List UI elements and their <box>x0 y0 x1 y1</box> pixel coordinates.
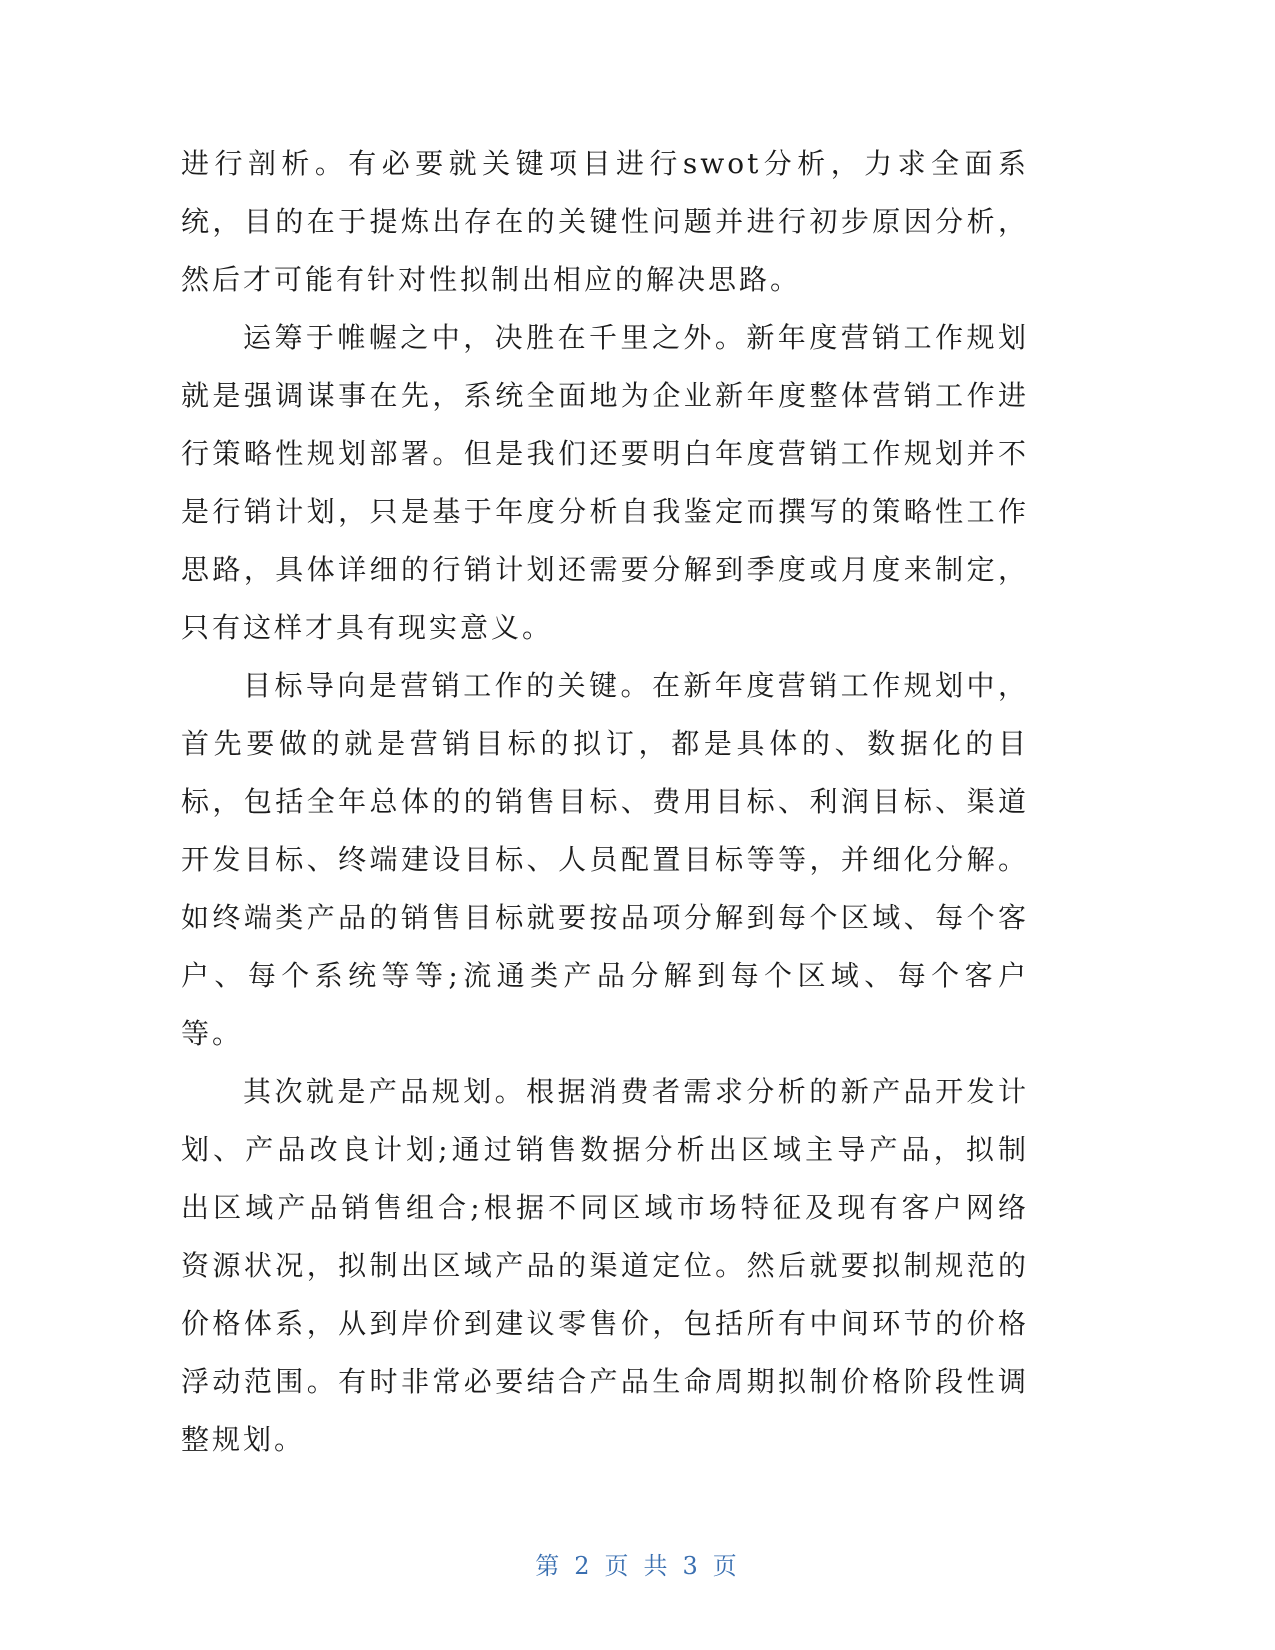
total-page-count: 3 <box>682 1552 701 1580</box>
paragraph-1: 进行剖析。有必要就关键项目进行swot分析，力求全面系统，目的在于提炼出存在的关键性问题并进行初步原因分析，然后才可能有针对性拟制出相应的解决思路。 <box>181 147 1029 296</box>
paragraph-3: 目标导向是营销工作的关键。在新年度营销工作规划中，首先要做的就是营销目标的拟订，都是具体的、数据化的目标，包括全年总体的的销售目标、费用目标、利润目标、渠道开发目标、终端建设目标、人员配置目标等等，并细化分解。如终端类产品的销售目标就要按品项分解到每个区域、每个客户、每个系统等等;流通类产品分解到每个区域、每个客户等。 <box>181 669 1029 1050</box>
body-text <box>181 135 1029 1469</box>
page-number-footer <box>0 1546 1275 1581</box>
page-prefix: 第 <box>535 1552 563 1580</box>
total-prefix: 共 <box>643 1552 671 1580</box>
current-page-number: 2 <box>574 1552 593 1580</box>
page-unit: 页 <box>604 1552 632 1580</box>
total-unit: 页 <box>712 1552 740 1580</box>
paragraph-2: 运筹于帷幄之中，决胜在千里之外。新年度营销工作规划就是强调谋事在先，系统全面地为企业新年度整体营销工作进行策略性规划部署。但是我们还要明白年度营销工作规划并不是行销计划，只是基于年度分析自我鉴定而撰写的策略性工作思路，具体详细的行销计划还需要分解到季度或月度来制定，只有这样才具有现实意义。 <box>181 321 1029 644</box>
paragraph-4: 其次就是产品规划。根据消费者需求分析的新产品开发计划、产品改良计划;通过销售数据分析出区域主导产品，拟制出区域产品销售组合;根据不同区域市场特征及现有客户网络资源状况，拟制出区域产品的渠道定位。然后就要拟制规范的价格体系，从到岸价到建议零售价，包括所有中间环节的价格浮动范围。有时非常必要结合产品生命周期拟制价格阶段性调整规划。 <box>181 1075 1029 1456</box>
